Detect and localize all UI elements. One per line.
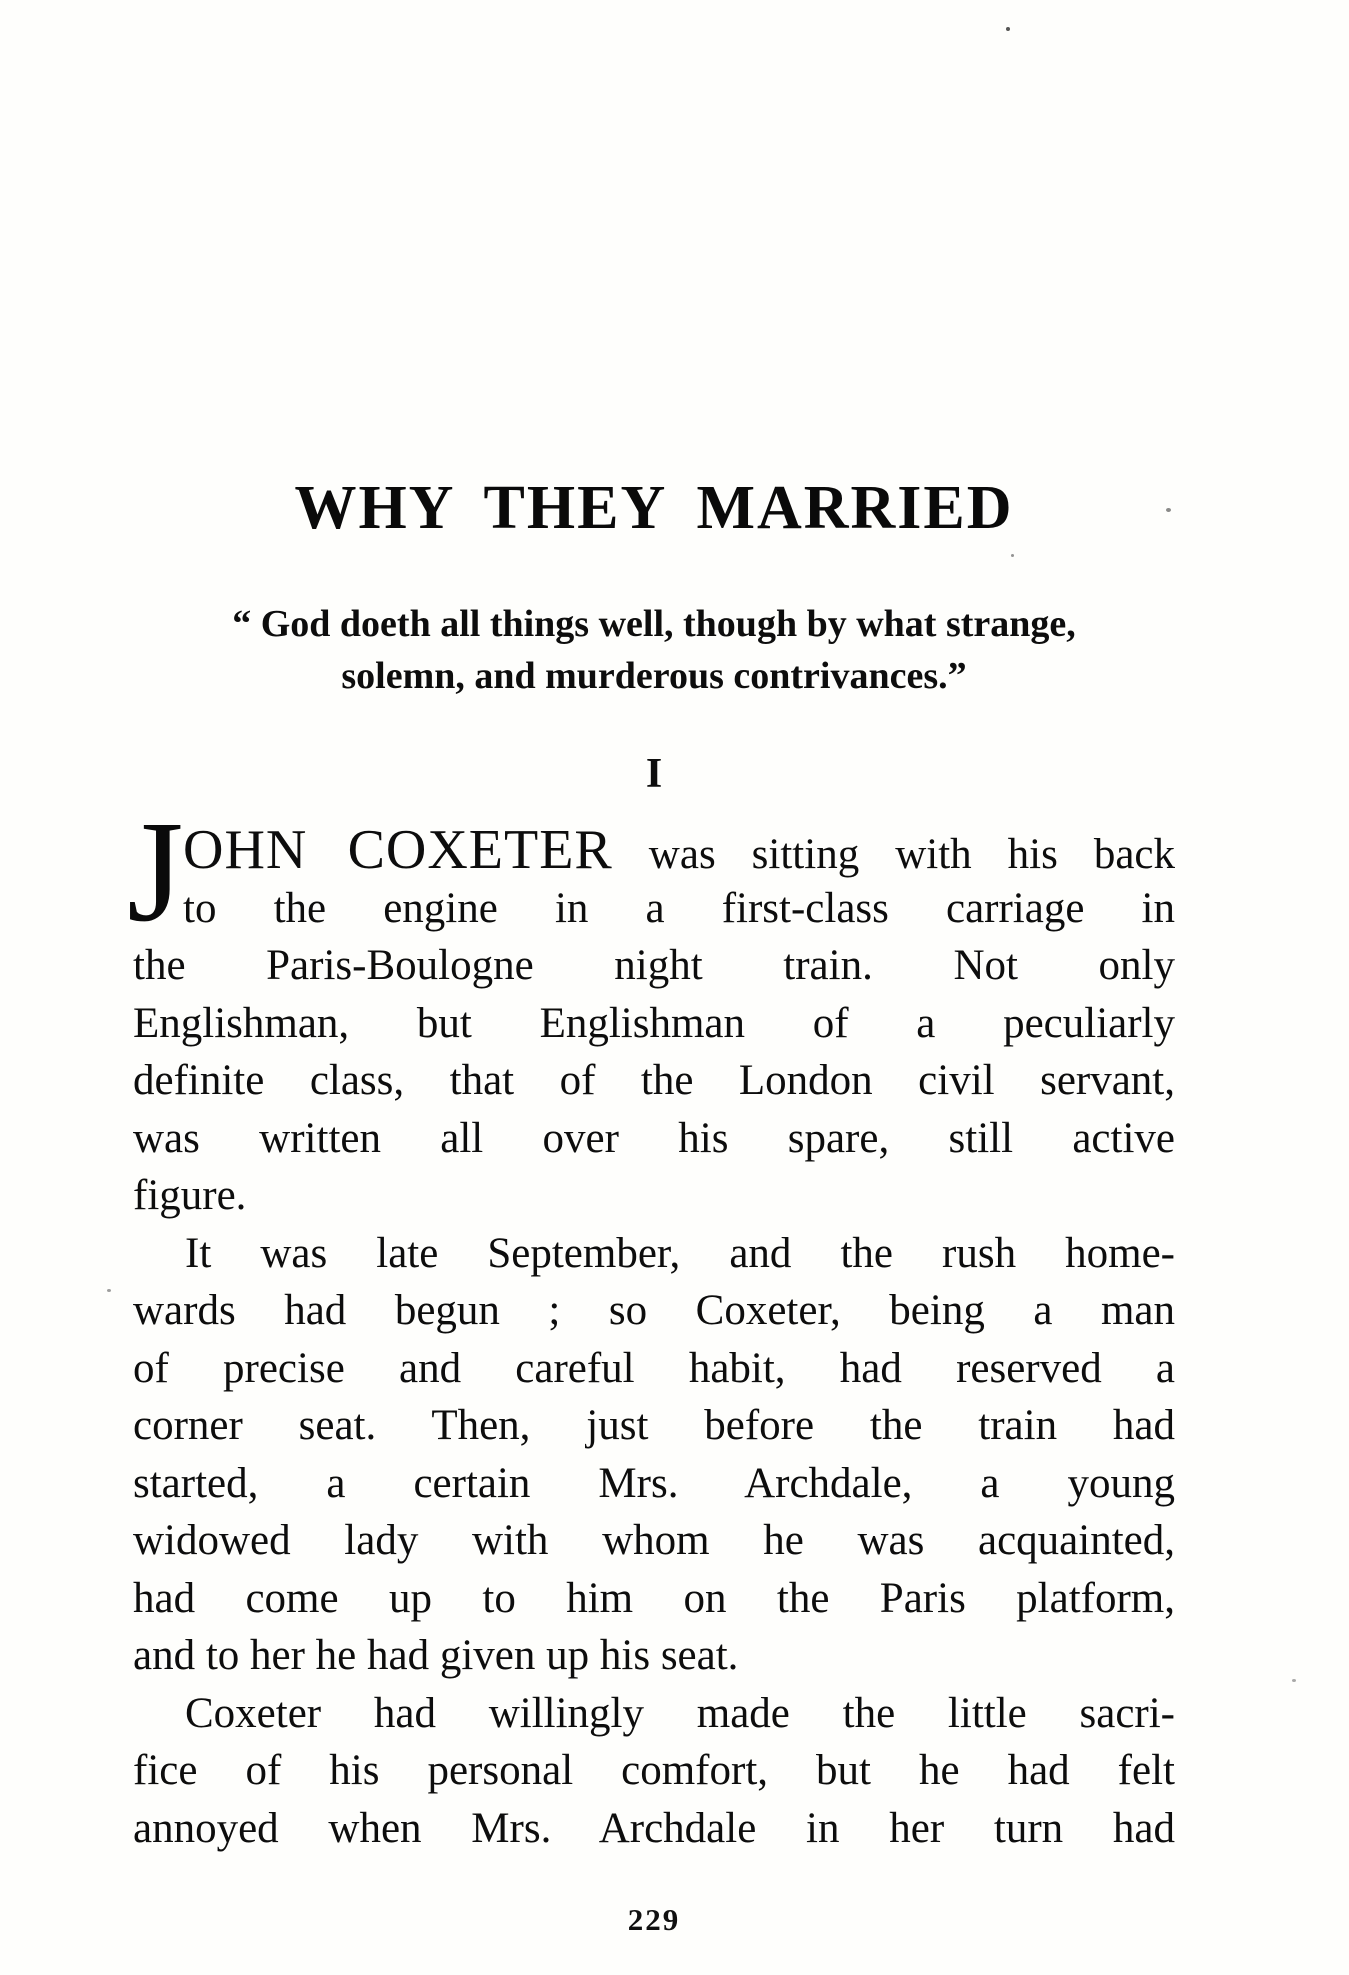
body-line: fice of his personal comfort, but he had felt bbox=[133, 1747, 1175, 1794]
body-line: wards had begun ; so Coxeter, being a man bbox=[133, 1287, 1175, 1334]
body-line: to the engine in a first-class carriage in bbox=[183, 884, 1175, 932]
body-line: corner seat. Then, just before the train had bbox=[133, 1402, 1175, 1449]
epigraph bbox=[133, 598, 1175, 702]
epigraph-line: solemn, and murderous contrivances.” bbox=[341, 655, 967, 697]
body-line: widowed lady with whom he was acquainted, bbox=[133, 1517, 1175, 1564]
opening-caps: OHN COXETER bbox=[183, 819, 613, 881]
body-line: It was late September, and the rush home- bbox=[185, 1229, 1175, 1277]
scan-speck bbox=[107, 1289, 111, 1292]
scan-speck bbox=[1292, 1679, 1296, 1682]
chapter-title: WHY THEY MARRIED bbox=[294, 474, 1014, 542]
drop-cap: J bbox=[127, 792, 184, 952]
epigraph-line: “ God doeth all things well, though by what strange, bbox=[232, 603, 1076, 645]
body-line: of precise and careful habit, had reserved a bbox=[133, 1344, 1175, 1392]
body-line: annoyed when Mrs. Archdale in her turn had bbox=[133, 1804, 1175, 1852]
page-number: 229 bbox=[627, 1902, 681, 1937]
body-line: Englishman, but Englishman of a peculiarly bbox=[133, 999, 1175, 1047]
scan-speck bbox=[1006, 27, 1010, 31]
scan-speck bbox=[1011, 554, 1014, 557]
body-line: had come up to him on the Paris platform, bbox=[133, 1574, 1175, 1622]
body-line: definite class, that of the London civil servant, bbox=[133, 1057, 1175, 1104]
body-line: Coxeter had willingly made the little sacri- bbox=[185, 1689, 1175, 1737]
body-line-text: was sitting with his back bbox=[612, 831, 1176, 878]
body-line: and to her he had given up his seat. bbox=[133, 1632, 739, 1679]
body-line: started, a certain Mrs. Archdale, a young bbox=[133, 1459, 1175, 1507]
body-line: figure. bbox=[133, 1172, 247, 1219]
body-text bbox=[127, 792, 1176, 1857]
section-numeral: I bbox=[645, 751, 663, 797]
body-line: was written all over his spare, still active bbox=[133, 1114, 1175, 1162]
body-line: the Paris-Boulogne night train. Not only bbox=[133, 942, 1175, 989]
